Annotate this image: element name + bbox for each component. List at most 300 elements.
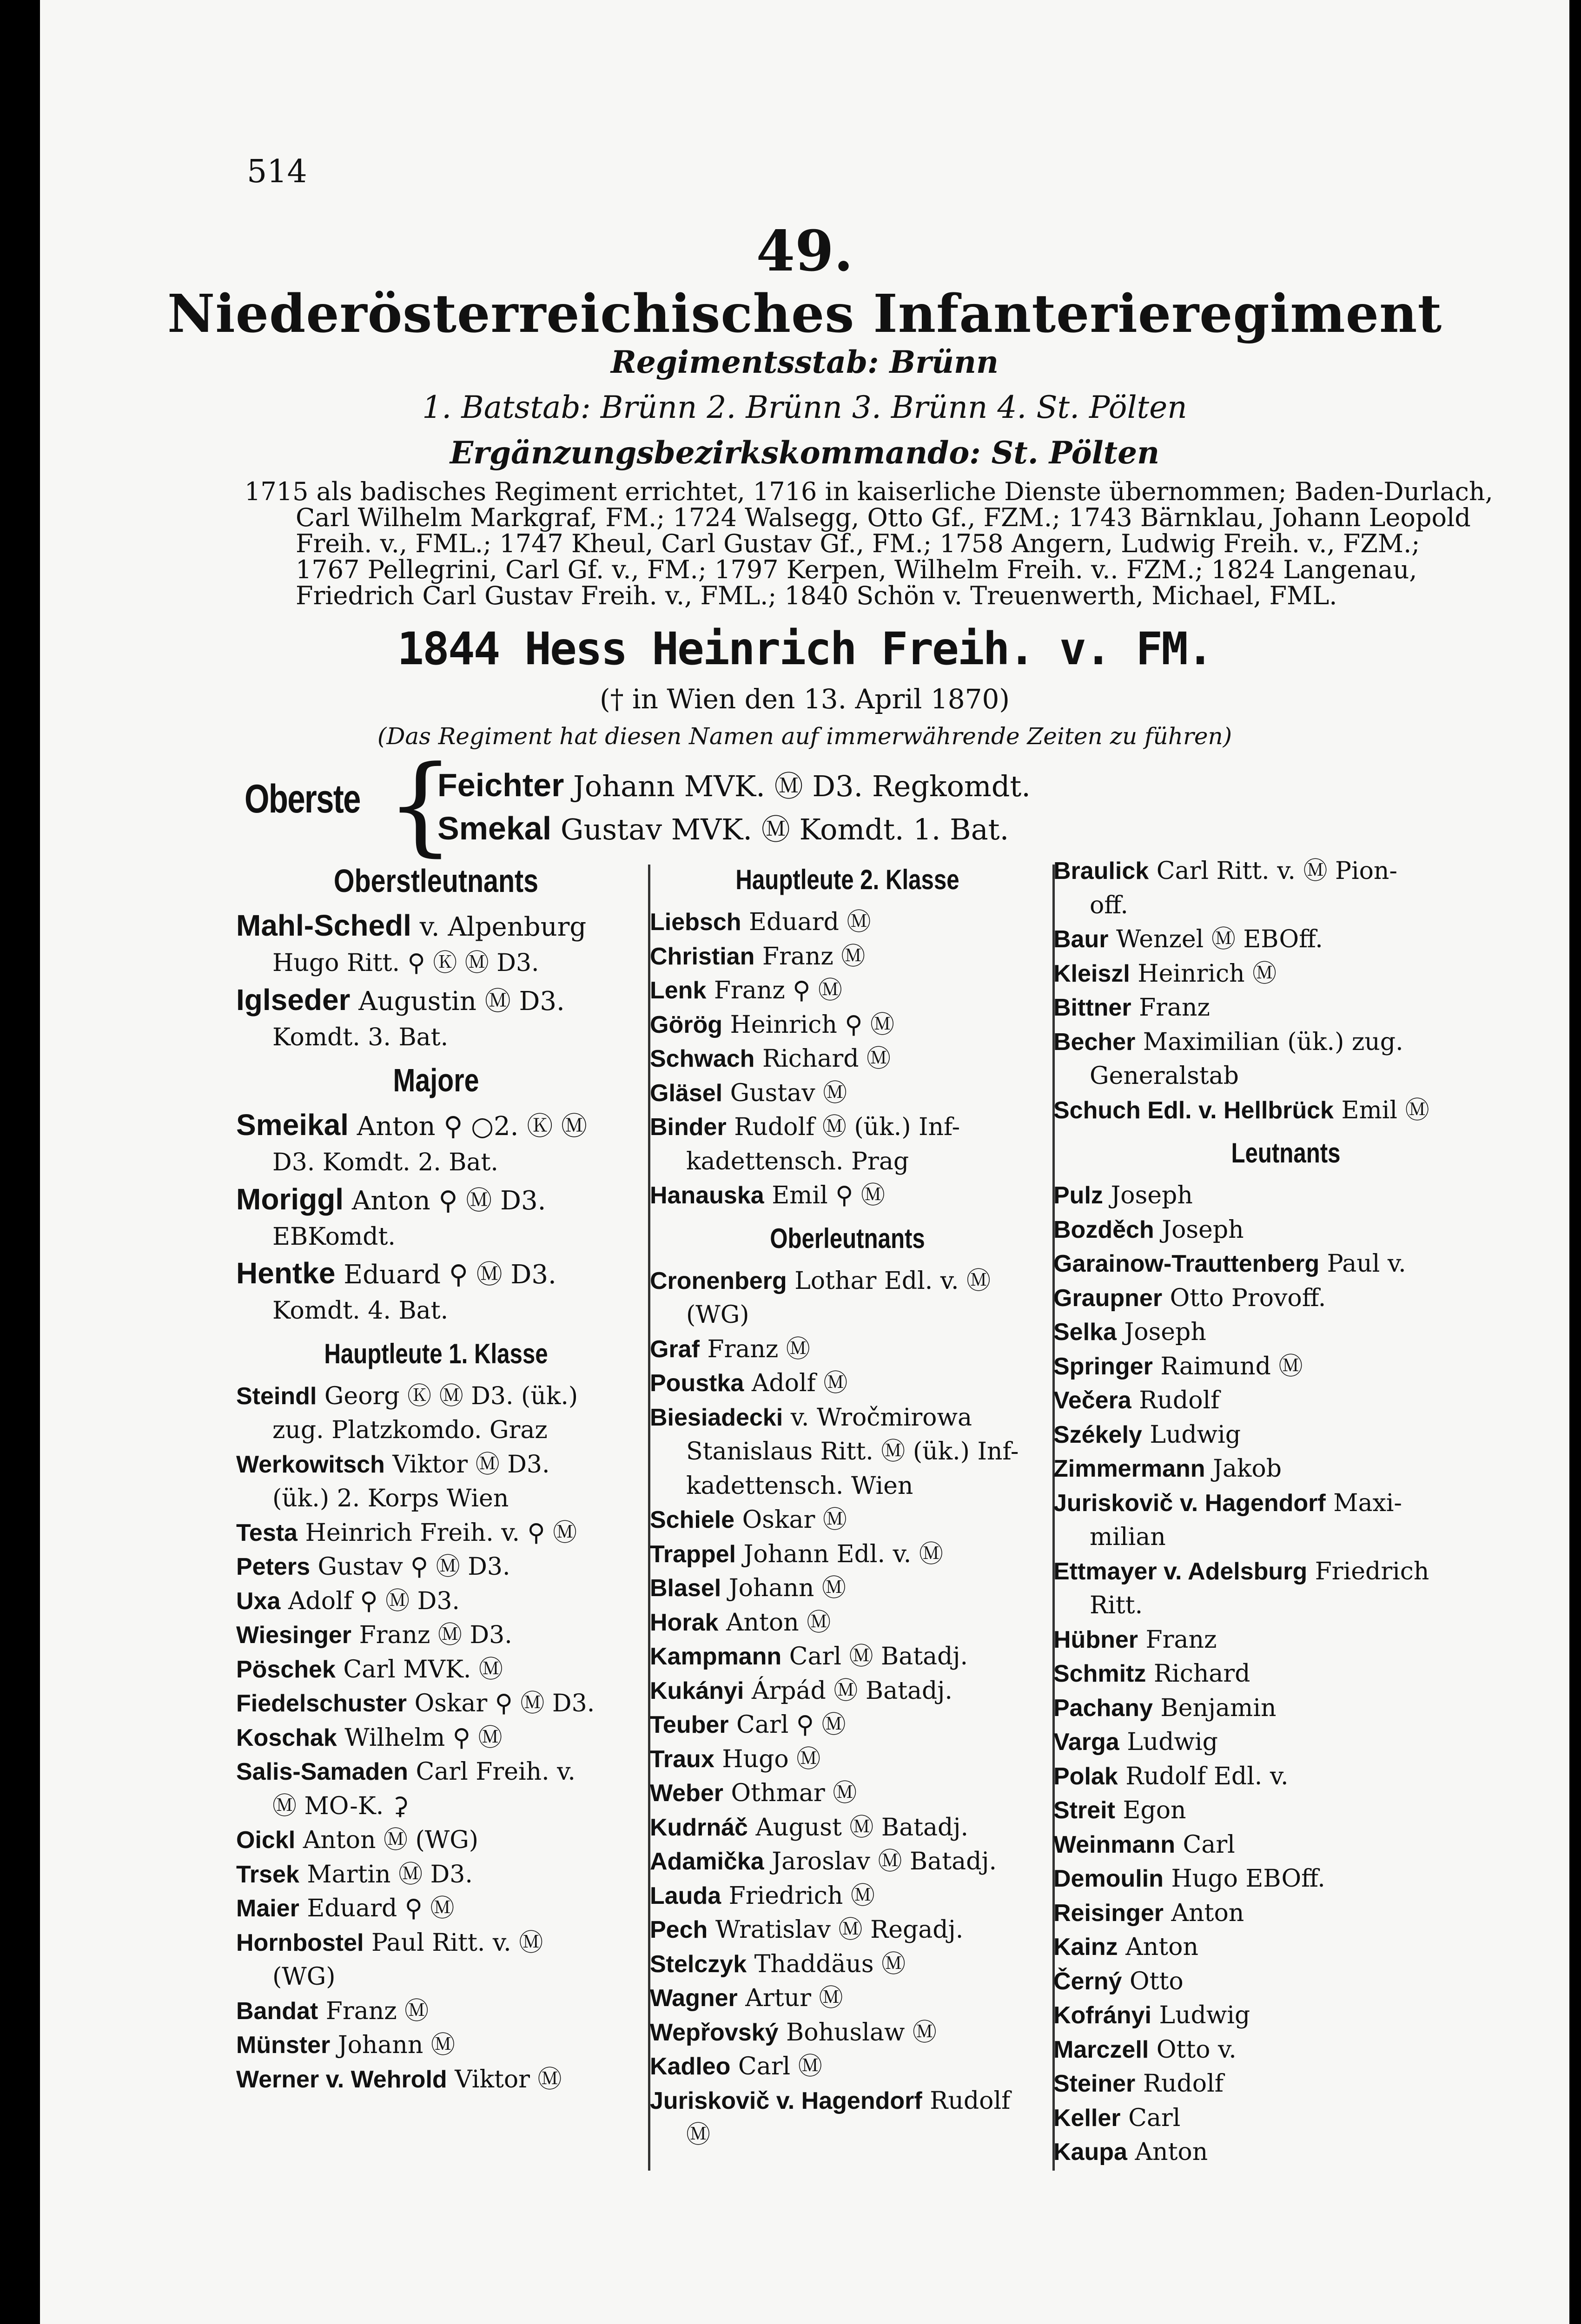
- battalion-staffs: 1. Batstab: Brünn 2. Brünn 3. Brünn 4. St. Pölten: [422, 390, 1187, 425]
- officer-entry: [236, 1448, 636, 1482]
- oberst-entry: [437, 806, 1009, 848]
- officer-surname: Uxa: [236, 1587, 281, 1615]
- officer-surname: Ettmayer v. Adelsburg: [1053, 1558, 1308, 1585]
- officer-entry: [1053, 923, 1518, 957]
- officer-entry: [236, 1618, 636, 1653]
- regiment-history: [245, 479, 1495, 609]
- officer-details: Emil Ⓜ: [1341, 1096, 1429, 1124]
- officer-surname: Horak: [650, 1609, 719, 1636]
- officer-details: v. Wročmirowa: [790, 1403, 972, 1432]
- officer-entry: [1053, 1828, 1518, 1862]
- brace-icon: {: [386, 743, 455, 867]
- history-line: 1715 als badisches Regiment errichtet, 1716 in kaiserliche Dienste übernommen; Baden-Durlach,: [245, 477, 1493, 506]
- officer-entry: [236, 1858, 636, 1892]
- officer-details: Viktor Ⓜ D3.: [392, 1450, 550, 1479]
- officer-entry: [650, 1503, 1045, 1538]
- officer-entry: [1053, 1555, 1518, 1589]
- officer-details: Franz: [1145, 1625, 1217, 1654]
- officer-details: Raimund Ⓜ: [1160, 1352, 1303, 1380]
- entry-continuation: zug. Platzkomdo. Graz: [272, 1416, 548, 1444]
- officer-surname: Maier: [236, 1895, 299, 1922]
- officer-surname: Graf: [650, 1335, 700, 1363]
- oberst-name: Feichter: [437, 767, 564, 803]
- regiment-inhaber: 1844 Hess Heinrich Freih. v. FM.: [397, 623, 1212, 675]
- officer-entry: [236, 1892, 636, 1926]
- history-line: Carl Wilhelm Markgraf, FM.; 1724 Walsegg, Otto Gf., FZM.; 1743 Bärnklau, Johann Leopold: [296, 503, 1471, 532]
- officer-entry: [650, 1179, 1045, 1213]
- officer-entry: [1053, 1213, 1518, 1248]
- officer-surname: Werkowitsch: [236, 1451, 385, 1478]
- officer-surname: Smeikal: [236, 1108, 349, 1142]
- officer-entry: [236, 1653, 636, 1687]
- officer-details: Hugo Ⓜ: [722, 1745, 821, 1773]
- officer-surname: Kukányi: [650, 1677, 744, 1704]
- officer-surname: Graupner: [1053, 1284, 1163, 1312]
- officer-surname: Liebsch: [650, 909, 741, 936]
- officer-entry: [236, 1687, 636, 1721]
- officer-entry: [236, 1823, 636, 1858]
- officer-surname: Münster: [236, 2032, 331, 2059]
- entry-continuation: Stanislaus Ritt. Ⓜ (ük.) Inf-: [686, 1438, 1019, 1466]
- officer-entry: [650, 1110, 1045, 1145]
- officer-entry: [1053, 2067, 1518, 2101]
- officer-entry: [1053, 1179, 1518, 1213]
- officer-details: Carl Ⓜ Batadj.: [789, 1643, 968, 1670]
- officer-surname: Werner v. Wehrold: [236, 2066, 447, 2093]
- recruiting-district: Ergänzungsbezirkskommando: St. Pölten: [450, 435, 1160, 471]
- officer-entry: [1053, 1452, 1518, 1486]
- officer-surname: Testa: [236, 1519, 298, 1546]
- officer-surname: Kofrányi: [1053, 2002, 1151, 2029]
- officer-details: Rudolf: [1139, 1386, 1220, 1414]
- officer-details: Benjamin: [1160, 1694, 1277, 1722]
- officer-entry: [236, 1550, 636, 1585]
- officer-details: Franz Ⓜ: [325, 1997, 429, 2025]
- officer-details: Ludwig: [1159, 2001, 1250, 2029]
- officer-surname: Peters: [236, 1553, 310, 1580]
- officer-details: Heinrich Ⓜ: [1138, 959, 1277, 988]
- officer-details: Anton Ⓜ: [726, 1608, 831, 1637]
- entry-continuation: off.: [1090, 891, 1128, 919]
- officer-entry: [1053, 2101, 1518, 2136]
- officer-details: Anton ⚲ ○2. Ⓚ Ⓜ: [357, 1111, 588, 1142]
- officer-entry: [650, 2016, 1045, 2050]
- regiment-number: 49.: [756, 218, 853, 284]
- entry-continuation: (WG): [272, 1963, 336, 1991]
- officer-details: Adolf Ⓜ: [751, 1369, 848, 1397]
- officer-entry: [650, 1401, 1045, 1435]
- entry-continuation: (WG): [686, 1301, 749, 1329]
- officer-entry: [236, 1585, 636, 1619]
- officer-surname: Polak: [1053, 1763, 1118, 1790]
- officer-details: v. Alpenburg: [419, 912, 587, 942]
- officer-surname: Kleiszl: [1053, 960, 1130, 987]
- officer-surname: Poustka: [650, 1370, 744, 1397]
- officer-surname: Varga: [1053, 1729, 1119, 1756]
- officer-entry: [1053, 1794, 1518, 1828]
- officer-details: Rudolf: [1143, 2070, 1224, 2098]
- officer-details: Rudolf: [930, 2086, 1011, 2115]
- officer-surname: Hentke: [236, 1256, 336, 1290]
- officer-entry: [650, 905, 1045, 940]
- officer-entry: [1053, 1623, 1518, 1657]
- officer-surname: Székely: [1053, 1421, 1142, 1448]
- officer-entry: [1053, 2033, 1518, 2067]
- officer-details: Otto Provoff.: [1170, 1284, 1326, 1312]
- section-heading: Oberleutnants: [770, 1222, 925, 1254]
- officer-surname: Reisinger: [1053, 1899, 1164, 1927]
- officer-details: Gustav ⚲ Ⓜ D3.: [318, 1553, 510, 1581]
- officer-entry: [650, 1845, 1045, 1879]
- officer-surname: Oickl: [236, 1827, 296, 1854]
- officer-details: Richard Ⓜ: [762, 1045, 891, 1073]
- officer-details: Wratislav Ⓜ Regadj.: [715, 1916, 964, 1944]
- officer-details: Egon: [1123, 1796, 1186, 1824]
- officer-surname: Cronenberg: [650, 1267, 787, 1294]
- officer-details: Árpád Ⓜ Batadj.: [751, 1677, 953, 1705]
- officer-surname: Pöschek: [236, 1656, 336, 1683]
- officer-surname: Schiele: [650, 1506, 735, 1533]
- officer-entry: [1053, 2135, 1518, 2170]
- officer-surname: Koschak: [236, 1724, 337, 1751]
- officer-entry: [650, 1811, 1045, 1845]
- officer-details: Oskar ⚲ Ⓜ D3.: [414, 1690, 595, 1717]
- officer-entry: [650, 2084, 1045, 2119]
- officer-entry: [650, 1640, 1045, 1674]
- officer-details: Carl: [1183, 1830, 1235, 1859]
- officer-entry: [236, 1180, 636, 1220]
- officer-surname: Iglseder: [236, 983, 351, 1017]
- oberst-details: Gustav MVK. Ⓜ Komdt. 1. Bat.: [560, 812, 1009, 846]
- oberst-name: Smekal: [437, 810, 552, 846]
- officer-entry: [236, 1721, 636, 1756]
- officer-surname: Schuch Edl. v. Hellbrück: [1053, 1096, 1334, 1124]
- officer-surname: Christian: [650, 943, 755, 970]
- officer-details: Wenzel Ⓜ EBOff.: [1116, 925, 1323, 953]
- officer-surname: Steiner: [1053, 2070, 1136, 2097]
- officer-entry: [650, 1264, 1045, 1299]
- officer-entry: [1053, 1486, 1518, 1521]
- officer-details: Jaroslav Ⓜ Batadj.: [772, 1848, 997, 1875]
- officer-surname: Kadleo: [650, 2053, 731, 2080]
- officer-surname: Wagner: [650, 1985, 738, 2012]
- history-line: Freih. v., FML.; 1747 Kheul, Carl Gustav Gf., FM.; 1758 Angern, Ludwig Freih. v., FZM.;: [296, 529, 1420, 558]
- officer-details: Bohuslaw Ⓜ: [786, 2018, 937, 2047]
- officer-surname: Görög: [650, 1011, 722, 1038]
- section-heading: Leutnants: [1231, 1137, 1341, 1169]
- officer-details: Martin Ⓜ D3.: [307, 1860, 473, 1888]
- officer-details: Heinrich ⚲ Ⓜ: [730, 1010, 895, 1039]
- officer-details: Anton: [1125, 1933, 1198, 1961]
- officer-details: Otto v.: [1156, 2035, 1237, 2064]
- officer-details: Maxi-: [1333, 1489, 1402, 1517]
- officer-details: Franz ⚲ Ⓜ: [714, 977, 842, 1004]
- column-left: [236, 855, 636, 2097]
- officer-surname: Hornbostel: [236, 1929, 364, 1956]
- officer-surname: Lenk: [650, 977, 707, 1004]
- entry-continuation: kadettensch. Wien: [686, 1472, 913, 1500]
- officer-details: Carl ⚲ Ⓜ: [736, 1711, 846, 1739]
- regimental-staff: Regimentsstab: Brünn: [611, 344, 999, 380]
- officer-entry: [236, 1106, 636, 1146]
- officer-details: Emil ⚲ Ⓜ: [772, 1182, 885, 1209]
- officer-surname: Demoulin: [1053, 1865, 1164, 1892]
- officer-surname: Selka: [1053, 1319, 1117, 1346]
- officer-details: Friedrich: [1315, 1557, 1429, 1585]
- officer-details: Carl Ritt. v. Ⓜ Pion-: [1156, 857, 1397, 885]
- officer-surname: Bittner: [1053, 994, 1131, 1021]
- officer-surname: Hanauska: [650, 1182, 764, 1209]
- officer-surname: Hübner: [1053, 1626, 1138, 1653]
- officer-entry: [1053, 1725, 1518, 1760]
- oberst-entry: [437, 763, 1031, 805]
- officer-surname: Keller: [1053, 2104, 1121, 2132]
- officer-surname: Kainz: [1053, 1934, 1118, 1961]
- officer-details: Carl Freih. v.: [416, 1758, 576, 1786]
- officer-details: Franz: [1139, 994, 1210, 1022]
- officer-entry: [650, 1674, 1045, 1709]
- officer-entry: [236, 981, 636, 1021]
- officer-entry: [236, 1926, 636, 1961]
- officer-entry: [650, 1042, 1045, 1076]
- officer-details: Othmar Ⓜ: [731, 1779, 857, 1807]
- officer-details: Jakob: [1213, 1455, 1282, 1483]
- officer-surname: Binder: [650, 1114, 727, 1141]
- officer-details: Artur Ⓜ: [745, 1984, 843, 2012]
- history-line: Friedrich Carl Gustav Freih. v., FML.; 1840 Schön v. Treuenwerth, Michael, FML.: [296, 581, 1337, 610]
- officer-surname: Stelczyk: [650, 1950, 747, 1978]
- officer-surname: Becher: [1053, 1028, 1136, 1056]
- officer-surname: Moriggl: [236, 1182, 344, 1216]
- history-line: 1767 Pellegrini, Carl Gf. v., FM.; 1797 Kerpen, Wilhelm Freih. v.. FZM.; 1824 Langenau,: [296, 555, 1417, 584]
- officer-details: Ludwig: [1150, 1420, 1241, 1449]
- officer-surname: Traux: [650, 1745, 714, 1773]
- officer-surname: Pulz: [1053, 1182, 1103, 1209]
- officer-details: Eduard Ⓜ: [749, 908, 871, 936]
- officer-details: Lothar Edl. v. Ⓜ: [794, 1267, 991, 1295]
- officer-details: Richard: [1153, 1660, 1250, 1688]
- entry-continuation: D3. Komdt. 2. Bat.: [272, 1149, 498, 1176]
- officer-surname: Kaupa: [1053, 2139, 1127, 2166]
- officer-surname: Steindl: [236, 1382, 317, 1410]
- officer-entry: [1053, 1760, 1518, 1794]
- entry-continuation: milian: [1090, 1523, 1166, 1551]
- officer-surname: Salis-Samaden: [236, 1758, 408, 1785]
- officer-surname: Springer: [1053, 1353, 1153, 1380]
- officer-entry: [650, 940, 1045, 974]
- officer-entry: [650, 1538, 1045, 1572]
- officer-surname: Weinmann: [1053, 1831, 1175, 1858]
- officer-surname: Lauda: [650, 1882, 721, 1909]
- entry-continuation: Generalstab: [1090, 1062, 1239, 1090]
- officer-surname: Wiesinger: [236, 1622, 352, 1649]
- section-heading: Oberstleutnants: [333, 863, 539, 899]
- officer-entry: [1053, 854, 1518, 889]
- officer-surname: Juriskovič v. Hagendorf: [650, 2087, 922, 2114]
- officer-entry: [1053, 1930, 1518, 1965]
- officer-surname: Pachany: [1053, 1694, 1153, 1722]
- officer-details: Maximilian (ük.) zug.: [1143, 1028, 1403, 1056]
- regiment-motto: (Das Regiment hat diesen Namen auf immerwährende Zeiten zu führen): [377, 723, 1232, 750]
- officer-entry: [1053, 957, 1518, 991]
- officer-entry: [650, 1913, 1045, 1948]
- officer-entry: [1053, 1315, 1518, 1350]
- officer-details: Joseph: [1124, 1318, 1206, 1346]
- officer-details: Gustav Ⓜ: [730, 1079, 847, 1107]
- officer-entry: [236, 2063, 636, 2097]
- officer-details: Ludwig: [1127, 1728, 1218, 1756]
- officer-entry: [650, 2050, 1045, 2084]
- officer-surname: Garainow-Trauttenberg: [1053, 1250, 1320, 1277]
- officer-details: Anton Ⓜ (WG): [303, 1826, 479, 1854]
- officer-details: Franz Ⓜ D3.: [359, 1621, 512, 1649]
- officer-surname: Zimmermann: [1053, 1455, 1205, 1482]
- entry-continuation: kadettensch. Prag: [686, 1147, 909, 1175]
- officer-details: Adolf ⚲ Ⓜ D3.: [288, 1587, 460, 1615]
- entry-continuation: EBKomdt.: [272, 1222, 396, 1251]
- officer-surname: Marczell: [1053, 2036, 1149, 2063]
- entry-continuation: Ⓜ MO-K. ⚳: [272, 1792, 409, 1820]
- officer-details: Heinrich Freih. v. ⚲ Ⓜ: [305, 1519, 577, 1547]
- officer-surname: Kampmann: [650, 1643, 782, 1670]
- officer-entry: [1053, 1350, 1518, 1384]
- officer-surname: Trsek: [236, 1861, 299, 1888]
- officer-surname: Pech: [650, 1916, 708, 1943]
- officer-entry: [650, 1008, 1045, 1043]
- officer-entry: [650, 1367, 1045, 1401]
- officer-details: Johann Edl. v. Ⓜ: [743, 1540, 943, 1568]
- officer-entry: [1053, 1384, 1518, 1418]
- officer-details: Friedrich Ⓜ: [728, 1882, 875, 1910]
- officer-details: Paul v.: [1327, 1250, 1406, 1278]
- officer-details: Anton: [1171, 1899, 1244, 1927]
- officer-details: Hugo EBOff.: [1171, 1865, 1325, 1893]
- officer-details: Anton: [1135, 2138, 1208, 2166]
- officer-entry: [650, 1333, 1045, 1367]
- officer-entry: [236, 1254, 636, 1294]
- officer-entry: [650, 1879, 1045, 1914]
- entry-continuation: Ritt.: [1090, 1591, 1143, 1619]
- officer-details: Oskar Ⓜ: [742, 1506, 847, 1534]
- officer-details: Rudolf Ⓜ (ük.) Inf-: [734, 1113, 960, 1141]
- officer-details: Eduard ⚲ Ⓜ: [307, 1895, 455, 1922]
- section-heading: Hauptleute 2. Klasse: [735, 864, 959, 895]
- column-right: [1053, 854, 1518, 2170]
- officer-details: Rudolf Edl. v.: [1125, 1762, 1289, 1790]
- officer-entry: [650, 1981, 1045, 2016]
- officer-surname: Fiedelschuster: [236, 1690, 407, 1717]
- officer-surname: Schwach: [650, 1045, 755, 1072]
- entry-continuation: Komdt. 3. Bat.: [272, 1023, 449, 1051]
- officer-surname: Kudrnáč: [650, 1814, 748, 1841]
- officer-surname: Večera: [1053, 1387, 1131, 1414]
- section-heading: Hauptleute 1. Klasse: [324, 1338, 548, 1369]
- entry-continuation: (ük.) 2. Korps Wien: [272, 1485, 509, 1512]
- officer-entry: [650, 1606, 1045, 1640]
- officer-surname: Streit: [1053, 1797, 1115, 1824]
- officer-surname: Bozděch: [1053, 1216, 1154, 1243]
- officer-surname: Černý: [1053, 1967, 1122, 1995]
- officer-entry: [236, 1755, 636, 1789]
- officer-details: Paul Ritt. v. Ⓜ: [371, 1928, 543, 1957]
- officer-details: Thaddäus Ⓜ: [754, 1950, 906, 1978]
- officer-entry: [650, 1708, 1045, 1743]
- officer-surname: Bandat: [236, 1997, 318, 2025]
- inhaber-death-note: († in Wien den 13. April 1870): [599, 683, 1010, 715]
- officer-entry: [650, 1776, 1045, 1811]
- officer-entry: [650, 1076, 1045, 1111]
- officer-entry: [236, 1994, 636, 2029]
- officer-entry: [650, 1948, 1045, 1982]
- entry-continuation: Komdt. 4. Bat.: [272, 1297, 449, 1325]
- officer-entry: [1053, 991, 1518, 1025]
- officer-entry: [1053, 1896, 1518, 1931]
- officer-entry: [650, 1571, 1045, 1606]
- column-middle: [650, 854, 1045, 2152]
- officer-entry: [1053, 1281, 1518, 1316]
- entry-continuation: Hugo Ritt. ⚲ Ⓚ Ⓜ D3.: [272, 949, 539, 977]
- officer-details: Anton ⚲ Ⓜ D3.: [351, 1185, 546, 1216]
- officer-details: Viktor Ⓜ: [455, 2065, 562, 2093]
- officer-surname: Trappel: [650, 1540, 736, 1568]
- page-scan: [40, 0, 1569, 2324]
- officer-entry: [1053, 1657, 1518, 1691]
- officer-entry: [1053, 1999, 1518, 2033]
- officer-details: Otto: [1129, 1967, 1184, 1995]
- section-heading: Majore: [393, 1062, 479, 1098]
- officer-entry: [1053, 1247, 1518, 1281]
- officer-surname: Teuber: [650, 1711, 729, 1738]
- officer-surname: Blasel: [650, 1575, 721, 1602]
- officer-details: August Ⓜ Batadj.: [755, 1813, 968, 1842]
- officer-details: Carl: [1128, 2104, 1181, 2132]
- oberste-label: Oberste: [245, 777, 360, 821]
- officer-details: Wilhelm ⚲ Ⓜ: [344, 1723, 503, 1752]
- officer-details: Johann Ⓜ: [337, 2031, 455, 2059]
- officer-surname: Braulick: [1053, 858, 1149, 885]
- officer-details: Johann Ⓜ: [728, 1574, 846, 1602]
- officer-details: Joseph: [1162, 1215, 1244, 1244]
- page-number: 514: [247, 153, 307, 190]
- officer-details: Eduard ⚲ Ⓜ D3.: [344, 1260, 556, 1290]
- officer-details: Franz Ⓜ: [762, 942, 866, 971]
- officer-entry: [1053, 1862, 1518, 1896]
- entry-continuation: Ⓜ: [686, 2121, 711, 2149]
- officer-surname: Adamička: [650, 1848, 764, 1875]
- officer-details: Carl Ⓜ: [738, 2053, 822, 2080]
- regiment-title: Niederösterreichisches Infanterieregiment: [167, 284, 1442, 344]
- officer-entry: [1053, 1965, 1518, 1999]
- officer-entry: [236, 2028, 636, 2063]
- officer-entry: [1053, 1094, 1518, 1128]
- officer-details: Georg Ⓚ Ⓜ D3. (ük.): [324, 1382, 578, 1410]
- officer-surname: Schmitz: [1053, 1660, 1146, 1687]
- officer-surname: Weber: [650, 1780, 723, 1807]
- officer-entry: [1053, 1418, 1518, 1452]
- oberst-details: Johann MVK. Ⓜ D3. Regkomdt.: [573, 769, 1031, 803]
- officer-details: Joseph: [1111, 1182, 1193, 1209]
- officer-surname: Biesiadecki: [650, 1404, 783, 1431]
- officer-entry: [236, 1516, 636, 1551]
- officer-entry: [1053, 1691, 1518, 1726]
- officer-entry: [236, 906, 636, 946]
- officer-entry: [236, 1380, 636, 1414]
- officer-details: Carl MVK. Ⓜ: [343, 1655, 503, 1684]
- officer-details: Franz Ⓜ: [707, 1335, 810, 1363]
- officer-surname: Gläsel: [650, 1079, 723, 1107]
- officer-entry: [1053, 1025, 1518, 1060]
- officer-surname: Wepřovský: [650, 2019, 779, 2046]
